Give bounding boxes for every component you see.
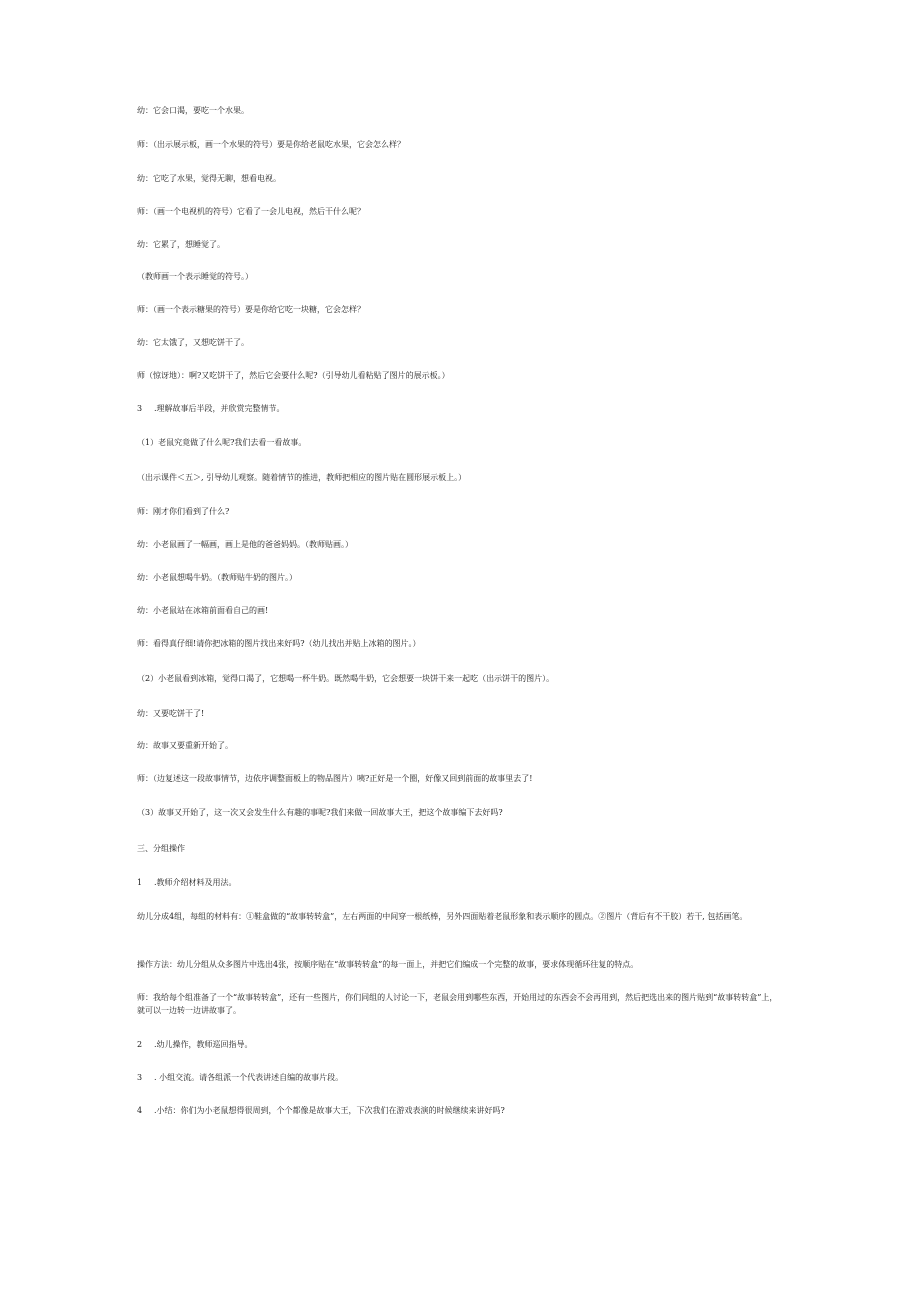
paragraph: 幼：它吃了水果，觉得无聊，想看电视。	[137, 174, 281, 183]
paragraph-number: 3	[137, 404, 143, 413]
paragraph-text: .教师介绍材料及用法。	[154, 878, 237, 887]
paragraph: 师：刚才你们看到了什么?	[137, 507, 230, 516]
paragraph: （2）小老鼠看到冰箱，觉得口渴了，它想喝一杯牛奶。既然喝牛奶，它会想要一块饼干来一起吃（出示饼干的图片）。	[137, 674, 555, 683]
numbered-paragraph	[137, 876, 782, 889]
paragraph: 幼：故事又要重新开始了。	[137, 741, 233, 750]
paragraph: 师：看得真仔细!请你把冰箱的图片找出来好吗?（幼儿找出并贴上冰箱的图片。）	[137, 639, 421, 648]
paragraph-number: 2	[137, 1040, 143, 1049]
paragraph-text: .理解故事后半段，并欣赏完整情节。	[154, 404, 285, 413]
section-heading: 三、分组操作	[137, 844, 185, 853]
paragraph: （出示课件＜五＞, 引导幼儿观察。随着情节的推进，教师把相应的图片贴在圆形展示板上。）	[137, 473, 467, 482]
paragraph: 师（惊讶地）：啊?又吃饼干了，然后它会要什么呢?（引导幼儿看粘贴了图片的展示板。）	[137, 371, 450, 380]
paragraph: （3）故事又开始了，这一次又会发生什么有趣的事呢?我们来做一回故事大王，把这个故事编下去好吗?	[137, 808, 503, 817]
paragraph-text: .小结：你们为小老鼠想得很周到，个个都像是故事大王，下次我们在游戏表演的时候继续来讲好吗?	[154, 1106, 505, 1115]
paragraph: 幼：小老鼠想喝牛奶。（教师贴牛奶的图片。）	[137, 573, 297, 582]
numbered-paragraph	[137, 1071, 782, 1084]
paragraph: 师：（出示展示板，画一个水果的符号）要是你给老鼠吃水果，它会怎么样？	[137, 140, 405, 149]
paragraph: 师：（边复述这一段故事情节，边依序调整面板上的物品图片）咦?正好是一个圈，好像又回到前面的故事里去了!	[137, 774, 533, 783]
paragraph: 幼：它累了，想睡觉了。	[137, 240, 225, 249]
paragraph: （教师画一个表示睡觉的符号。）	[137, 272, 253, 281]
paragraph: 操作方法：幼儿分组从众多图片中选出4张，按顺序贴在“故事转转盒”的每一面上，并把它们编成一个完整的故事，要求体现循环往复的特点。	[137, 960, 639, 969]
numbered-paragraph	[137, 1038, 782, 1051]
paragraph: 幼儿分成4组，每组的材料有：①鞋盒做的“故事转转盒”，左右两面的中间穿一根纸棒，另外四面贴着老鼠形象和表示顺序的圆点。②图片（背后有不干胶）若干, 包括画笔。	[137, 912, 748, 921]
paragraph: 师：（画一个表示糖果的符号）要是你给它吃一块糖，它会怎样？	[137, 305, 365, 314]
paragraph: 幼：又要吃饼干了!	[137, 709, 205, 718]
paragraph: （1）老鼠究竟做了什么呢?我们去看一看故事。	[137, 438, 307, 447]
paragraph-number: 1	[137, 878, 143, 887]
paragraph: 幼：小老鼠画了一幅画，画上是他的爸爸妈妈。（教师贴画。）	[137, 540, 353, 549]
paragraph: 幼：它太饿了，又想吃饼干了。	[137, 338, 249, 347]
numbered-paragraph	[137, 1104, 782, 1117]
numbered-paragraph	[137, 402, 782, 415]
paragraph: 幼：它会口渴，要吃一个水果。	[137, 106, 249, 115]
paragraph-text: .幼儿操作，教师巡回指导。	[154, 1040, 253, 1049]
paragraph: 师：（画一个电视机的符号）它看了一会儿电视，然后干什么呢？	[137, 207, 365, 216]
paragraph-number: 3	[137, 1073, 143, 1082]
paragraph: 幼：小老鼠站在冰箱前面看自己的画!	[137, 606, 269, 615]
paragraph-text: . 小组交流。请各组派一个代表讲述自编的故事片段。	[154, 1073, 344, 1082]
paragraph-number: 4	[137, 1106, 143, 1115]
paragraph: 师：我给每个组准备了一个“故事转转盒”，还有一些图片，你们同组的人讨论一下，老鼠会用到哪些东西，开始用过的东西会不会再用到，然后把选出来的图片贴到“故事转转盒”上，就可以一边转一边讲故事了。	[137, 993, 778, 1015]
